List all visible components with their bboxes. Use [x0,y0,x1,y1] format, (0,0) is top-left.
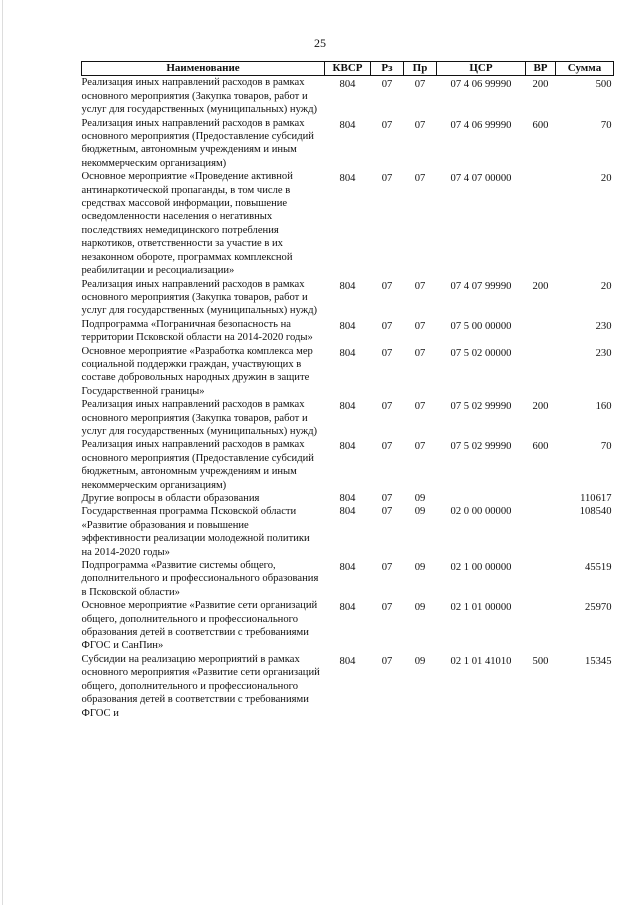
row-rz: 07 [381,506,393,518]
row-sum: 160 [595,401,612,413]
table-row [82,505,614,559]
row-kvsr: 804 [339,655,356,667]
row-rz: 07 [381,562,393,574]
row-vr [526,318,556,345]
row-rz: 07 [381,280,393,292]
row-rz: 07 [381,320,393,332]
row-sum: 45519 [585,562,612,574]
table-row [82,653,614,720]
row-name: Реализация иных направлений расходов в рамках основного мероприятия (Закупка товаров, работ и услуг для государственных (муниципальных) нужд) [81,278,317,317]
row-rz: 07 [381,173,393,185]
row-vr: 200 [532,280,549,292]
row-vr: 200 [532,401,549,413]
row-csr: 07 5 02 99990 [450,401,512,413]
row-pr: 07 [414,401,426,413]
row-pr: 07 [414,320,426,332]
row-pr: 07 [414,280,426,292]
row-csr: 07 4 06 99990 [450,119,512,131]
row-rz: 07 [381,347,393,359]
row-rz: 07 [381,119,393,131]
row-name: Основное мероприятие «Проведение активной антинаркотической пропаганды, в том числе в средствах массовой информации, повышение осведомленности населения о негативных последствиях немедицинского потребления наркотиков, ответственности за участие в их незаконном обороте, программах комплексной реабилитации и ресоциализации» [81,171,293,277]
row-sum: 70 [600,441,612,453]
row-name: Основное мероприятие «Развитие сети организаций общего, дополнительного и профессионального образования детей в соответствии с требованиями ФГОС и СанПин» [81,600,318,652]
table-row [82,170,614,277]
row-name: Подпрограмма «Развитие системы общего, дополнительного и профессионального образования в Псковской области» [81,560,319,598]
row-pr: 09 [414,506,426,518]
row-pr: 07 [414,173,426,185]
row-vr [526,170,556,277]
row-kvsr: 804 [339,401,356,413]
row-sum: 230 [595,320,612,332]
row-vr [526,492,556,505]
row-csr: 07 5 02 99990 [450,441,512,453]
header-sum: Сумма [556,62,614,76]
row-kvsr: 804 [339,119,356,131]
row-kvsr: 804 [339,320,356,332]
scan-edge [2,0,3,905]
row-rz: 07 [381,655,393,667]
row-sum: 20 [600,280,612,292]
row-name: Реализация иных направлений расходов в рамках основного мероприятия (Предоставление субсидий бюджетным, автономным учреждениям и иным некоммерческим организациям) [81,439,314,491]
row-sum: 15345 [585,655,612,667]
row-rz: 07 [381,401,393,413]
row-csr: 07 5 02 00000 [450,347,512,359]
row-pr: 09 [414,655,426,667]
page-number: 25 [314,36,326,50]
table-row [82,599,614,653]
row-pr: 07 [414,79,426,91]
row-rz: 07 [381,493,393,504]
row-name: Государственная программа Псковской области «Развитие образования и повышение эффективности реализации молодежной политики на 2014-2020 годы» [81,506,310,558]
row-vr [526,345,556,399]
row-name: Основное мероприятие «Разработка комплекса мер социальной поддержки граждан, участвующих в составе добровольных народных дружин в защите Государственной границы» [81,345,313,397]
row-pr: 07 [414,347,426,359]
row-sum: 230 [595,347,612,359]
row-name: Другие вопросы в области образования [81,493,260,504]
row-kvsr: 804 [339,79,356,91]
row-sum: 110617 [580,493,612,504]
row-csr: 02 1 00 00000 [450,562,512,574]
header-pr: Пр [404,62,437,76]
row-pr: 09 [414,493,426,504]
row-csr: 02 1 01 00000 [450,602,512,614]
row-rz: 07 [381,441,393,453]
row-csr: 02 1 01 41010 [450,655,512,667]
header-kvsr: КВСР [325,62,371,76]
row-sum: 25970 [585,602,612,614]
row-vr: 600 [532,119,549,131]
header-csr: ЦСР [437,62,526,76]
row-kvsr: 804 [339,562,356,574]
row-vr [526,599,556,653]
row-kvsr: 804 [339,506,356,518]
row-kvsr: 804 [339,347,356,359]
row-vr: 200 [532,79,549,91]
row-csr: 07 4 07 99990 [450,280,512,292]
row-sum: 20 [600,173,612,185]
row-csr: 07 5 00 00000 [450,320,512,332]
row-sum: 108540 [579,506,612,518]
header-vr: ВР [526,62,556,76]
table-row [82,345,614,399]
row-name: Подпрограмма «Пограничная безопасность на территории Псковской области на 2014-2020 годы» [81,318,313,344]
row-csr: 07 4 07 00000 [450,173,512,185]
row-csr [437,492,526,505]
table-row [82,492,614,505]
row-pr: 07 [414,119,426,131]
row-name: Субсидии на реализацию мероприятий в рамках основного мероприятия «Развитие сети организаций общего, дополнительного и профессионального образования детей в соответствии с требованиями ФГОС и [81,653,320,719]
row-kvsr: 804 [339,173,356,185]
table-row [82,117,614,171]
table-header-row [82,62,614,76]
row-sum: 500 [595,79,612,91]
row-name: Реализация иных направлений расходов в рамках основного мероприятия (Закупка товаров, работ и услуг для государственных (муниципальных) нужд) [81,77,317,116]
row-kvsr: 804 [339,280,356,292]
row-vr: 600 [532,441,549,453]
table-row [82,559,614,599]
header-name: Наименование [82,62,325,76]
row-kvsr: 804 [339,602,356,614]
row-pr: 07 [414,441,426,453]
table-row [82,76,614,117]
row-kvsr: 804 [339,441,356,453]
row-name: Реализация иных направлений расходов в рамках основного мероприятия (Закупка товаров, работ и услуг для государственных (муниципальных) нужд) [81,399,317,437]
budget-table [81,61,614,720]
table-row [82,438,614,492]
row-pr: 09 [414,602,426,614]
row-csr: 07 4 06 99990 [450,79,512,91]
header-rz: Рз [371,62,404,76]
row-sum: 70 [600,119,612,131]
row-name: Реализация иных направлений расходов в рамках основного мероприятия (Предоставление субсидий бюджетным, автономным учреждениям и иным некоммерческим организациям) [81,117,314,169]
row-rz: 07 [381,602,393,614]
table-row [82,398,614,438]
row-pr: 09 [414,562,426,574]
row-vr [526,559,556,599]
table-row [82,278,614,318]
row-vr: 500 [532,655,549,667]
row-rz: 07 [381,79,393,91]
row-vr [526,505,556,559]
row-csr: 02 0 00 00000 [450,506,512,518]
row-kvsr: 804 [339,493,356,504]
table-row [82,318,614,345]
